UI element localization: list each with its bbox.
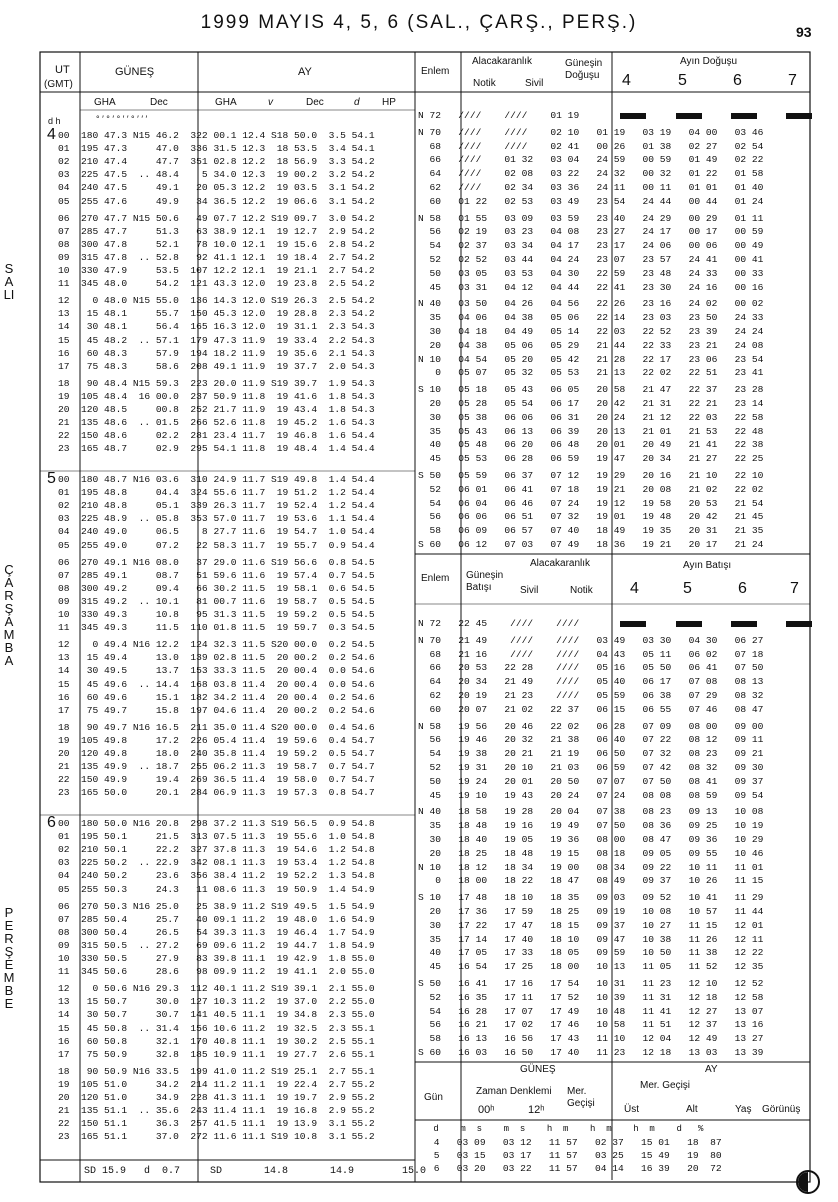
sun-moon-row: 04 240 47.5 49.1 20 05.3 12.2 19 03.5 3.1 54.2	[58, 182, 375, 194]
z00-header: 00ʰ	[478, 1104, 495, 1116]
continuous-marker	[620, 113, 646, 119]
degree-units: ° ′ ° ′ ° ′ ′ ° ′ ′ ′	[96, 114, 148, 124]
sun-moon-row: 17 75 49.7 15.8 197 04.6 11.4 20 00.2 0.2 54.6	[58, 704, 375, 716]
sun-moon-row: 18 90 49.7 N16 16.5 211 35.0 11.4 S20 00.0 0.4 54.6	[58, 721, 375, 733]
notik-header: Notik	[473, 78, 496, 89]
set-row: 30 18 40 19 05 19 36 08 00 08 47 09 36 10 29	[418, 834, 764, 845]
sun-moon-row: 03 225 47.5 .. 48.4 5 34.0 12.3 19 00.2 3.2 54.2	[58, 169, 375, 181]
sun-moon-row: 20 120 49.8 18.0 240 35.8 11.4 19 59.2 0.5 54.7	[58, 748, 375, 759]
continuous-marker	[786, 113, 812, 119]
set-row: N 10 18 12 18 34 19 00 08 34 09 22 10 11 11 01	[418, 861, 764, 873]
day-side-label: PERŞEMBE	[3, 905, 15, 1011]
sun-moon-row: 15 45 48.2 .. 57.1 179 47.3 11.9 19 33.4 2.2 54.3	[58, 334, 375, 346]
sun-moon-row: 12 0 49.4 N16 12.2 124 32.3 11.5 S20 00.0 0.2 54.5	[58, 639, 375, 651]
rise-row: 35 04 06 04 38 05 06 22 14 23 03 23 50 24 33	[418, 312, 764, 324]
hp-header: HP	[382, 97, 396, 108]
rise-row: 30 04 18 04 49 05 14 22 03 22 52 23 39 24 24	[418, 326, 764, 337]
bottom-row: 5 03 15 03 17 11 57 03 25 15 49 19 80	[428, 1150, 722, 1161]
rise-row: 64 //// 02 08 03 22 24 32 00 32 01 22 01 58	[418, 168, 764, 180]
sun-moon-row: 17 75 50.9 32.8 185 10.9 11.1 19 27.7 2.6 55.1	[58, 1048, 375, 1060]
ust-header: Üst	[624, 1104, 639, 1115]
set-row: 66 20 53 22 28 //// 05 16 05 50 06 41 07 50	[418, 662, 764, 674]
sun-moon-row: 04 240 50.2 23.6 356 38.4 11.2 19 52.2 1.3 54.8	[58, 870, 375, 882]
rise-row: S 50 05 59 06 37 07 12 19 29 20 16 21 10 22 10	[418, 470, 764, 481]
sun-moon-row: 00 180 47.3 N15 46.2 322 00.1 12.4 S18 50.0 3.5 54.1	[58, 130, 375, 141]
set-row: 56 16 21 17 02 17 46 10 58 11 51 12 37 13 16	[418, 1019, 764, 1031]
bottom-gunes-header: GÜNEŞ	[520, 1064, 556, 1075]
set-day-6: 6	[738, 580, 747, 597]
sun-moon-row: 09 315 49.2 .. 10.1 81 00.7 11.6 19 58.7 0.5 54.5	[58, 595, 375, 607]
v-header: v	[268, 97, 273, 108]
sun-moon-row: 13 15 50.7 30.0 127 10.3 11.2 19 37.0 2.2 55.0	[58, 996, 375, 1008]
sun-moon-row: 15 45 49.6 .. 14.4 168 03.8 11.4 20 00.4 0.0 54.6	[58, 678, 375, 690]
sun-moon-row: 20 120 48.5 00.8 252 21.7 11.9 19 43.4 1.8 54.3	[58, 404, 375, 415]
sun-moon-row: 09 315 47.8 .. 52.8 92 41.1 12.1 19 18.4 2.7 54.2	[58, 251, 375, 263]
rise-row: 52 06 01 06 41 07 18 19 21 20 08 21 02 22 02	[418, 483, 764, 495]
ay-header: AY	[298, 66, 312, 78]
set-day-5: 5	[683, 580, 692, 597]
gunes-header: GÜNEŞ	[115, 66, 155, 78]
sun-moon-row: 20 120 51.0 34.9 228 41.3 11.1 19 19.7 2.9 55.2	[58, 1092, 375, 1103]
rise-row: S 60 06 12 07 03 07 49 18 36 19 21 20 17 21 24	[418, 539, 764, 550]
page-title: 1999 MAYIS 4, 5, 6 (SAL., ÇARŞ., PERŞ.)	[200, 12, 638, 33]
set-row: N 72 22 45 //// ////	[418, 618, 580, 629]
rise-day-4: 4	[622, 72, 631, 89]
sun-moon-row: 05 255 49.0 07.2 22 58.3 11.7 19 55.7 0.9 54.4	[58, 539, 375, 551]
sun-moon-row: 01 195 50.1 21.5 313 07.5 11.3 19 55.6 1.0 54.8	[58, 831, 375, 843]
day-side-label: ÇARŞAMBA	[3, 562, 15, 668]
sun-moon-row: 02 210 47.4 47.7 351 02.8 12.2 18 56.9 3.3 54.2	[58, 156, 375, 168]
day-hour-label: 4	[47, 126, 56, 143]
set-row: 58 16 13 16 56 17 43 11 10 12 04 12 49 13 27	[418, 1033, 764, 1045]
sun-moon-row: 05 255 47.6 49.9 34 36.5 12.2 19 06.6 3.1 54.2	[58, 195, 375, 207]
set-row: 52 19 31 20 10 21 03 06 59 07 42 08 32 09 30	[418, 762, 764, 773]
set-day-7: 7	[790, 580, 799, 597]
rise-row: 66 //// 01 32 03 04 24 59 00 59 01 49 02 22	[418, 154, 764, 166]
mer-gecisi-header: Mer. Geçişi	[567, 1086, 595, 1109]
enlem-header: Enlem	[421, 66, 450, 77]
rise-row: 68 //// //// 02 41 00 26 01 38 02 27 02 54	[418, 140, 764, 152]
sd-row: SD 15.9 d 0.7 SD 14.8 14.9 15.0	[84, 1166, 427, 1177]
sun-moon-row: 23 165 51.1 37.0 272 11.6 11.1 S19 10.8 3.1 55.2	[58, 1131, 375, 1143]
sun-moon-row: 22 150 49.9 19.4 269 36.5 11.4 19 58.0 0.7 54.7	[58, 774, 375, 786]
moon-gha-header: GHA	[215, 97, 237, 108]
sun-moon-row: 19 105 49.8 17.2 226 05.4 11.4 19 59.6 0.4 54.7	[58, 734, 375, 746]
set-row: 56 19 46 20 32 21 38 06 40 07 22 08 12 09 11	[418, 734, 764, 746]
continuous-marker	[731, 113, 757, 119]
set-row: N 70 21 49 //// //// 03 49 03 30 04 30 06 27	[418, 634, 764, 646]
rise-row: 56 06 06 06 51 07 32 19 01 19 48 20 42 21 45	[418, 511, 764, 523]
sun-moon-row: 14 30 49.5 13.7 153 33.3 11.5 20 00.4 0.0 54.6	[58, 665, 375, 677]
set-row: 54 19 38 20 21 21 19 06 50 07 32 08 23 09 21	[418, 748, 764, 760]
rise-row: N 58 01 55 03 09 03 59 23 40 24 29 00 29 01 11	[418, 212, 764, 224]
sun-moon-row: 04 240 49.0 06.5 8 27.7 11.6 19 54.7 1.0 54.4	[58, 526, 375, 538]
set-row: 45 19 10 19 43 20 24 07 24 08 08 08 59 09 54	[418, 789, 764, 801]
sun-moon-row: 17 75 48.3 58.6 208 49.1 11.9 19 37.7 2.0 54.3	[58, 360, 375, 372]
dec-header: Dec	[150, 97, 168, 108]
sivil-header-set: Sivil	[520, 585, 539, 596]
rise-row: 20 04 38 05 06 05 29 21 44 22 33 23 21 24 08	[418, 339, 764, 351]
sun-moon-row: 23 165 48.7 02.9 295 54.1 11.8 19 48.4 1.4 54.4	[58, 443, 375, 455]
sun-moon-row: 10 330 47.9 53.5 107 12.2 12.1 19 21.1 2.7 54.2	[58, 265, 375, 276]
set-row: S 60 16 03 16 50 17 40 11 23 12 18 13 03 13 39	[418, 1047, 764, 1058]
sun-moon-row: 03 225 48.9 .. 05.8 353 57.0 11.7 19 53.6 1.1 54.4	[58, 513, 375, 525]
rise-row: 35 05 43 06 13 06 39 20 13 21 01 21 53 22 48	[418, 425, 764, 437]
sun-moon-row: 22 150 48.6 02.2 281 23.4 11.7 19 46.8 1.6 54.4	[58, 430, 375, 442]
z12-header: 12ʰ	[528, 1104, 545, 1116]
set-row: 68 21 16 //// //// 04 43 05 11 06 02 07 18	[418, 648, 764, 660]
sun-moon-row: 22 150 51.1 36.3 257 41.5 11.1 19 13.9 3.1 55.2	[58, 1118, 375, 1130]
enlem-header-set: Enlem	[421, 573, 450, 584]
continuous-marker	[676, 113, 702, 119]
sun-moon-row: 01 195 47.3 47.0 336 31.5 12.3 18 53.5 3.4 54.1	[58, 143, 375, 155]
sun-moon-row: 02 210 48.8 05.1 339 26.3 11.7 19 52.4 1.2 54.4	[58, 500, 375, 512]
rise-row: 50 03 05 03 53 04 30 22 59 23 48 24 33 00 33	[418, 267, 764, 279]
rise-row: N 10 04 54 05 20 05 42 21 28 22 17 23 06 23 54	[418, 353, 764, 365]
continuous-marker	[676, 621, 702, 627]
sun-moon-row: 06 270 47.7 N15 50.6 49 07.7 12.2 S19 09.7 3.0 54.2	[58, 212, 375, 224]
ut-header: UT	[55, 64, 70, 76]
dh-units: d h	[48, 116, 61, 126]
sun-moon-row: 11 345 49.3 11.5 110 01.8 11.5 19 59.7 0.3 54.5	[58, 622, 375, 634]
set-row: N 40 18 58 19 28 20 04 07 38 08 23 09 13 10 08	[418, 806, 764, 818]
continuous-marker	[731, 621, 757, 627]
sun-moon-row: 08 300 49.2 09.4 66 30.2 11.5 19 58.1 0.6 54.5	[58, 582, 375, 594]
gunesin-dogusu-header: Güneşin Doğuşu	[565, 58, 603, 81]
set-row: 52 16 35 17 11 17 52 10 39 11 31 12 18 12 58	[418, 991, 764, 1003]
set-day-4: 4	[630, 580, 639, 597]
continuous-marker	[620, 621, 646, 627]
sun-moon-row: 18 90 50.9 N16 33.5 199 41.0 11.2 S19 25.1 2.7 55.1	[58, 1065, 375, 1077]
set-row: 64 20 34 21 49 //// 05 40 06 17 07 08 08 13	[418, 676, 764, 688]
sun-moon-row: 02 210 50.1 22.2 327 37.8 11.3 19 54.6 1.2 54.8	[58, 844, 375, 856]
sun-moon-row: 21 135 49.9 .. 18.7 255 06.2 11.3 19 58.7 0.7 54.7	[58, 761, 375, 773]
rise-row: 30 05 38 06 06 06 31 20 24 21 12 22 03 22 58	[418, 411, 764, 423]
gun-header: Gün	[424, 1092, 443, 1103]
sun-moon-row: 11 345 48.0 54.2 121 43.3 12.0 19 23.8 2.5 54.2	[58, 278, 375, 290]
set-row: S 50 16 41 17 16 17 54 10 31 11 23 12 10 12 52	[418, 978, 764, 989]
rise-row: 52 02 52 03 44 04 24 23 07 23 57 24 41 00 41	[418, 254, 764, 265]
rise-row: 62 //// 02 34 03 36 24 11 00 11 01 01 01 40	[418, 182, 764, 193]
sun-moon-row: 12 0 48.0 N15 55.0 136 14.3 12.0 S19 26.3 2.5 54.2	[58, 295, 375, 307]
ayin-batisi-header: Ayın Batışı	[683, 560, 732, 571]
sun-moon-row: 12 0 50.6 N16 29.3 112 40.1 11.2 S19 39.1 2.1 55.0	[58, 983, 375, 995]
sun-moon-row: 00 180 50.0 N16 20.8 298 37.2 11.3 S19 56.5 0.9 54.8	[58, 818, 375, 829]
gha-header: GHA	[94, 97, 116, 108]
bottom-ay-header: AY	[705, 1064, 718, 1075]
rise-day-5: 5	[678, 72, 687, 89]
sun-moon-row: 06 270 50.3 N16 25.0 25 38.9 11.2 S19 49.5 1.5 54.9	[58, 900, 375, 912]
sun-moon-row: 14 30 50.7 30.7 141 40.5 11.1 19 34.8 2.3 55.0	[58, 1009, 375, 1021]
sun-moon-row: 16 60 50.8 32.1 170 40.8 11.1 19 30.2 2.5 55.1	[58, 1035, 375, 1047]
rise-row: S 10 05 18 05 43 06 05 20 58 21 47 22 37 23 28	[418, 384, 764, 396]
sun-moon-row: 07 285 47.7 51.3 63 38.9 12.1 19 12.7 2.9 54.2	[58, 225, 375, 237]
sun-moon-row: 03 225 50.2 .. 22.9 342 08.1 11.3 19 53.4 1.2 54.8	[58, 857, 375, 869]
sun-moon-row: 21 135 48.6 .. 01.5 266 52.6 11.8 19 45.2 1.6 54.3	[58, 417, 375, 429]
sun-moon-row: 00 180 48.7 N16 03.6 310 24.9 11.7 S19 49.8 1.4 54.4	[58, 474, 375, 485]
day-side-label: SALI	[3, 261, 15, 302]
bottom-row: 4 03 09 03 12 11 57 02 37 15 01 18 87	[428, 1137, 722, 1148]
sun-moon-row: 09 315 50.5 .. 27.2 69 09.6 11.2 19 44.7 1.8 54.9	[58, 939, 375, 951]
set-row: S 10 17 48 18 10 18 35 09 03 09 52 10 41 11 29	[418, 892, 764, 904]
notik-header-set: Notik	[570, 585, 593, 596]
alacakaranlik-header-set: Alacakaranlık	[530, 558, 591, 569]
day-hour-label: 6	[47, 814, 56, 831]
sun-moon-row: 07 285 50.4 25.7 40 09.1 11.2 19 48.0 1.6 54.9	[58, 913, 375, 925]
sun-moon-row: 07 285 49.1 08.7 51 59.6 11.6 19 57.4 0.7 54.5	[58, 569, 375, 581]
rise-row: 0 05 07 05 32 05 53 21 13 22 02 22 51 23 41	[418, 367, 764, 379]
sun-moon-row: 13 15 48.1 55.7 150 45.3 12.0 19 28.8 2.3 54.2	[58, 308, 375, 320]
sun-moon-row: 05 255 50.3 24.3 11 08.6 11.3 19 50.9 1.4 54.9	[58, 883, 375, 895]
moon-dec-header: Dec	[306, 97, 324, 108]
alt-header: Alt	[686, 1104, 698, 1115]
sun-moon-row: 19 105 48.4 16 00.0 237 50.9 11.8 19 41.6 1.8 54.3	[58, 390, 375, 402]
sun-moon-row: 19 105 51.0 34.2 214 11.2 11.1 19 22.4 2.7 55.2	[58, 1078, 375, 1090]
sun-moon-row: 18 90 48.4 N15 59.3 223 20.0 11.9 S19 39.7 1.9 54.3	[58, 377, 375, 389]
rise-row: 54 06 04 06 46 07 24 19 12 19 58 20 53 21 54	[418, 497, 764, 509]
gorunus-header: Görünüş	[762, 1104, 801, 1115]
set-row: 0 18 00 18 22 18 47 08 49 09 37 10 26 11 15	[418, 875, 764, 887]
set-row: 50 19 24 20 01 20 50 07 07 07 50 08 41 09 37	[418, 775, 764, 787]
set-row: N 58 19 56 20 46 22 02 06 28 07 09 08 00 09 00	[418, 720, 764, 732]
rise-day-6: 6	[733, 72, 742, 89]
rise-row: N 72 //// //// 01 19	[418, 110, 580, 121]
rise-row: 45 03 31 04 12 04 44 22 41 23 30 24 16 00 16	[418, 281, 764, 293]
rise-row: N 70 //// //// 02 10 01 19 03 19 04 00 03 46	[418, 126, 764, 138]
rise-row: 40 05 48 06 20 06 48 20 01 20 49 21 41 22 38	[418, 439, 764, 451]
sun-moon-row: 14 30 48.1 56.4 165 16.3 12.0 19 31.1 2.3 54.3	[58, 321, 375, 333]
set-row: 35 18 48 19 16 19 49 07 50 08 36 09 25 10 19	[418, 820, 764, 832]
sun-moon-row: 08 300 50.4 26.5 54 39.3 11.3 19 46.4 1.7 54.9	[58, 926, 375, 938]
sivil-header: Sivil	[525, 78, 544, 89]
sun-moon-row: 15 45 50.8 .. 31.4 156 10.6 11.2 19 32.5 2.3 55.1	[58, 1022, 375, 1034]
set-row: 35 17 14 17 40 18 10 09 47 10 38 11 26 12 11	[418, 933, 764, 945]
sun-moon-row: 10 330 49.3 10.8 95 31.3 11.5 19 59.2 0.5 54.5	[58, 609, 375, 620]
sun-moon-row: 06 270 49.1 N16 08.0 37 29.0 11.6 S19 56.6 0.8 54.5	[58, 556, 375, 568]
set-row: 40 17 05 17 33 18 05 09 59 10 50 11 38 12 22	[418, 947, 764, 959]
set-row: 20 18 25 18 48 19 15 08 18 09 05 09 55 10 46	[418, 847, 764, 859]
rise-row: 60 01 22 02 53 03 49 23 54 24 44 00 44 01 24	[418, 195, 764, 207]
set-row: 54 16 28 17 07 17 49 10 48 11 41 12 27 13 07	[418, 1005, 764, 1017]
rise-row: 45 05 53 06 28 06 59 19 47 20 34 21 27 22 25	[418, 453, 764, 465]
sun-moon-row: 16 60 49.6 15.1 182 34.2 11.4 20 00.4 0.2 54.6	[58, 691, 375, 703]
rise-row: 56 02 19 03 23 04 08 23 27 24 17 00 17 00 59	[418, 226, 764, 238]
continuous-marker	[786, 621, 812, 627]
sun-moon-row: 23 165 50.0 20.1 284 06.9 11.3 19 57.3 0.8 54.7	[58, 787, 375, 799]
set-row: 30 17 22 17 47 18 15 09 37 10 27 11 15 12 01	[418, 919, 764, 931]
sun-moon-row: 16 60 48.3 57.9 194 18.2 11.9 19 35.6 2.1 54.3	[58, 347, 375, 359]
page-number: 93	[796, 24, 812, 40]
set-row: 45 16 54 17 25 18 00 10 13 11 05 11 52 12 35	[418, 961, 764, 973]
day-hour-label: 5	[47, 470, 56, 487]
set-row: 62 20 19 21 23 //// 05 59 06 38 07 29 08 32	[418, 690, 764, 701]
set-row: 60 20 07 21 02 22 37 06 15 06 55 07 46 08 47	[418, 703, 764, 715]
rise-row: 20 05 28 05 54 06 17 20 42 21 31 22 21 23 14	[418, 398, 764, 409]
sun-moon-row: 10 330 50.5 27.9 83 39.8 11.1 19 42.9 1.8 55.0	[58, 953, 375, 964]
sun-moon-row: 01 195 48.8 04.4 324 55.6 11.7 19 51.2 1.2 54.4	[58, 487, 375, 499]
sun-moon-row: 11 345 50.6 28.6 98 09.9 11.2 19 41.1 2.0 55.0	[58, 966, 375, 978]
moon-phase-icon	[796, 1170, 820, 1194]
bottom-units: d m s m s h m h m h m d %	[428, 1124, 704, 1134]
sun-moon-row: 08 300 47.8 52.1 78 10.0 12.1 19 15.6 2.8 54.2	[58, 238, 375, 250]
bottom-row: 6 03 20 03 22 11 57 04 14 16 39 20 72	[428, 1163, 722, 1174]
d-header: d	[354, 97, 360, 108]
set-row: 20 17 36 17 59 18 25 09 19 10 08 10 57 11 44	[418, 906, 764, 917]
rise-day-7: 7	[788, 72, 797, 89]
moon-mer-gecisi-header: Mer. Geçişi	[640, 1080, 691, 1091]
gmt-header: (GMT)	[44, 79, 73, 90]
alacakaranlik-header: Alacakaranlık	[472, 56, 533, 67]
rise-row: 58 06 09 06 57 07 40 18 49 19 35 20 31 21 35	[418, 525, 764, 537]
sun-moon-row: 13 15 49.4 13.0 139 02.8 11.5 20 00.2 0.2 54.6	[58, 652, 375, 664]
sun-moon-row: 21 135 51.1 .. 35.6 243 11.4 11.1 19 16.8 2.9 55.2	[58, 1105, 375, 1117]
ayin-dogusu-header: Ayın Doğuşu	[680, 56, 738, 67]
gunesin-batisi-header: Güneşin Batışı	[466, 570, 504, 593]
yas-header: Yaş	[735, 1104, 752, 1115]
zaman-denklemi-header: Zaman Denklemi	[476, 1086, 552, 1097]
rise-row: 54 02 37 03 34 04 17 23 17 24 06 00 06 00 49	[418, 240, 764, 252]
rise-row: N 40 03 50 04 26 04 56 22 26 23 16 24 02 00 02	[418, 298, 764, 310]
